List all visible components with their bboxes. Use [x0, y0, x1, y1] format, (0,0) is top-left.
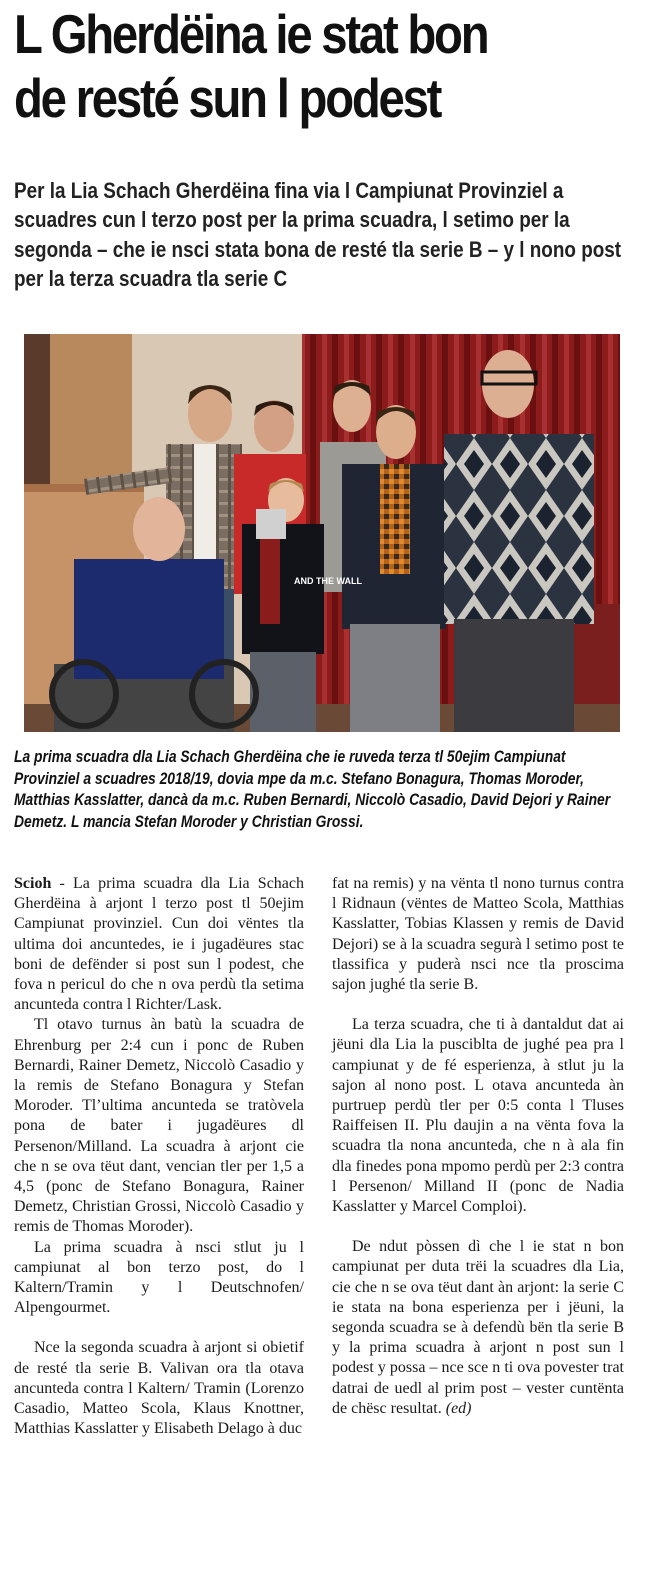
paragraph-1: Scioh - La prima scuadra dla Lia Schach Gherdëina à arjont l terzo post tl 50ejim Campiunat provinziel. Cun doi vëntes tla ultima doi ancuntedes, ie i jugadëures stac boni de defënder si post sun l podest, che fova n pericul do che n ova perdù tla setima ancunteda contra l Richter/Lask. [14, 875, 304, 1014]
author-signature: (ed) [445, 1399, 472, 1417]
headline [14, 2, 650, 130]
paragraph-7: De ndut pòssen dì che l ie stat n bon campiunat per duta trëi la scuadres dla Lia, cie che n se ova tëut dant àn arjont: la serie C ie stata na bona esperienza per i jëuni, la segonda scuadra se à defendù bën tla serie B y la prima scuadra à arjont n post sun l podest y possa – nce sce n ti ova povester trat datrai de uedl al prim post – vester cuntënta de chësc resultat. (ed) [332, 1238, 624, 1417]
article-column-left [14, 874, 304, 1439]
photo-caption: La prima scuadra dla Lia Schach Gherdëina che ie ruveda terza tl 50ejim Campiunat Provinziel a scuadres 2018/19, dovia mpe da m.c. Stefano Bonagura, Thomas Moroder, Matthias Kasslatter, dancà da m.c. Ruben Bernardi, Niccolò Casadio, David Dejori y Rainer Demetz. L mancia Stefan Moroder y Christian Grossi. [14, 748, 611, 831]
deck-subheading: Per la Lia Schach Gherdëina fina via l Campiunat Provinziel a scuadres cun l terzo post per la prima scuadra, l setimo per la segonda – che ie nsci stata bona de resté tla serie B – y l nono post per la terza scuadra tla serie C [14, 178, 622, 292]
paragraph-2: Tl otavo turnus àn batù la scuadra de Ehrenburg per 2:4 cun i ponc de Ruben Bernardi, Rainer Demetz, Niccolò Casadio y la remis de Stefano Bonagura y Stefan Moroder. Tl’ultima ancunteda se tratòvela pona de bater i jugadëures dl Persenon/Milland. La scuadra à arjont cie che n se ova tëut dant, vencian tler per 1,5 a 4,5 (ponc de Stefano Bonagura, Rainer Demetz, Christian Grossi, Niccolò Casadio y remis de Thomas Moroder). [14, 1016, 304, 1236]
trophy-shirt-text: AND THE WALL [294, 576, 362, 586]
paragraph-4: Nce la segonda scuadra à arjont si obietif de resté tla serie B. Valivan ora tla otava ancunteda contra l Kaltern/ Tramin (Lorenzo Casadio, Matteo Scola, Klaus Knottner, Matthias Kasslatter y Elisabeth Delago à duc [14, 1339, 304, 1438]
dateline-kicker: Scioh [14, 875, 52, 892]
headline-line-2: de resté sun l podest [14, 67, 441, 129]
article-column-right [332, 874, 624, 1419]
paragraph-3: La prima scuadra à nsci stlut ju l campiunat al bon terzo post, do l Kaltern/Tramin y l Deutschnofen/ Alpengourmet. [14, 1238, 304, 1317]
headline-line-1: L Gherdëina ie stat bon [14, 3, 488, 65]
paragraph-6: La terza scuadra, che ti à dantaldut dat ai jëuni dla Lia la pusciblta de jughé pea pra l campiunat y de fé esperienza, à stlut ju la sajon al nono post. L otava ancunteda àn purtruep perdù tler per 0:5 conta l Tluses Raiffeisen II. Plu daujin a na vënta fova la scuadra tla nona ancunteda, che n à ala fin dla finedes pona mpomo perdù per 2:3 contra l Persenon/ Milland II (ponc de Nadia Kasslatter y Marcel Comploi). [332, 1016, 624, 1216]
paragraph-5: fat na remis) y na vënta tl nono turnus contra l Ridnaun (vëntes de Matteo Scola, Matthias Kasslatter, Tobias Klassen y remis de David Dejori) se à la scuadra segurà l setimo post te tlassifica y puderà nsci nce tla proscima sajon jughé tla serie B. [332, 875, 624, 994]
team-photo [24, 334, 620, 732]
